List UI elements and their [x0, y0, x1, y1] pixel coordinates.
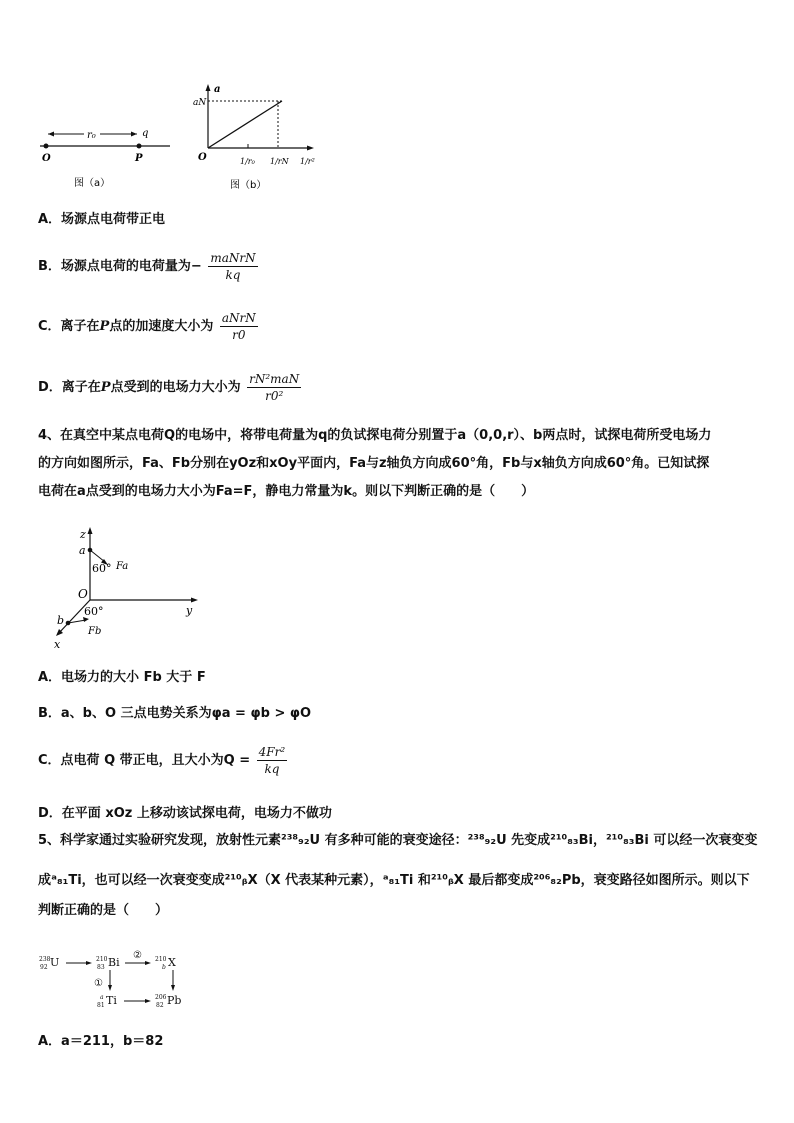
q4-fig-angle-b: 60° [84, 605, 104, 618]
figure-a [34, 118, 174, 193]
q3-option-d-prefix: D．离子在 [38, 380, 101, 395]
q4-fig-z-label: z [80, 528, 86, 541]
q4-stem-line-1: 4、在真空中某点电荷Q的电场中，将带电荷量为q的负试探电荷分别置于a（0,0,r）、b两点时，试探电荷所受电场力 [38, 428, 712, 443]
fig-b-tick-1: 1/r₀ [240, 157, 255, 166]
u-z: 92 [40, 964, 48, 971]
fig-b-y-axis-label: a [214, 84, 221, 95]
q4-fig-angle-a: 60° [92, 562, 112, 575]
q4-figure [50, 522, 210, 652]
figure-b [190, 80, 325, 195]
q4-option-c-text: C．点电荷 Q 带正电，且大小为Q = [38, 753, 251, 768]
q4-fig-x-label: x [54, 638, 61, 651]
q3-option-b [38, 251, 260, 282]
pb-mass: 206 [155, 994, 167, 1001]
ti-z: 81 [97, 1002, 105, 1009]
step-2-label: ② [133, 950, 142, 961]
step-1-label: ① [94, 978, 103, 989]
ti-mass: a [100, 994, 104, 1001]
ti-symbol: Ti [106, 994, 117, 1007]
q5-stem-line-3: 判断正确的是（ ） [38, 903, 169, 918]
q4-stem-line-3: 电荷在a点受到的电场力大小为Fa=F，静电力常量为k。则以下判断正确的是（ ） [38, 484, 535, 499]
q4-option-c [38, 745, 289, 776]
fig-a-charge-label: q [142, 128, 149, 139]
bi-mass: 210 [96, 956, 108, 963]
q5-option-a: A．a＝211，b＝82 [38, 1034, 164, 1049]
q3-option-c [38, 311, 260, 342]
fig-a-caption: 图（a） [74, 178, 111, 189]
bi-symbol: Bi [108, 956, 120, 969]
q4-fig-Fa-label: Fa [116, 561, 129, 572]
q4-option-c-fraction [257, 745, 288, 776]
q3-option-d-fraction [247, 372, 301, 403]
q3-option-c-fraction [220, 311, 258, 342]
q5-stem-line-1: 5、科学家通过实验研究发现，放射性元素²³⁸₉₂U 有多种可能的衰变途径：²³⁸₉₂U 先变成²¹⁰₈₃Bi，²¹⁰₈₃Bi 可以经一次衰变变 [38, 833, 758, 848]
q3-option-b-text: B．场源点电荷的电荷量为− [38, 259, 202, 274]
fig-a-origin-label: O [42, 153, 51, 164]
fig-b-tick-3: 1/r² [300, 157, 315, 166]
q5-stem-line-2: 成ᵃ₈₁Ti，也可以经一次衰变变成²¹⁰ᵦX（X 代表某种元素），ᵃ₈₁Ti 和²¹⁰ᵦX 最后都变成²⁰⁶₈₂Pb，衰变路径如图所示。则以下 [38, 873, 750, 888]
q4-stem-line-2: 的方向如图所示，Fa、Fb分别在yOz和xOy平面内，Fa与z轴负方向成60°角，Fb与x轴负方向成60°角。已知试探 [38, 456, 710, 471]
q3-option-b-fraction [208, 251, 257, 282]
q3-option-d [38, 372, 303, 403]
u-mass: 238 [39, 956, 51, 963]
fig-b-aN-label: aN [193, 98, 207, 108]
q4-fig-Fb-label: Fb [88, 626, 102, 637]
q3-option-b-denominator: kq [225, 268, 241, 282]
x-mass: 210 [155, 956, 167, 963]
q4-option-a: A．电场力的大小 Fb 大于 F [38, 670, 206, 685]
fig-a-distance-label: r₀ [87, 130, 96, 141]
q3-option-c-denominator: r0 [232, 328, 246, 342]
q4-option-b: B．a、b、O 三点电势关系为φa = φb > φO [38, 706, 312, 721]
x-z: b [162, 964, 166, 971]
q3-option-d-suffix: 点受到的电场力大小为 [110, 380, 241, 395]
q4-fig-b-label: b [57, 614, 65, 627]
pb-symbol: Pb [167, 994, 182, 1007]
bi-z: 83 [97, 964, 105, 971]
q3-option-c-suffix: 点的加速度大小为 [109, 319, 214, 334]
q3-option-c-point: P [99, 319, 110, 334]
q3-option-a: A．场源点电荷带正电 [38, 212, 166, 227]
q4-option-c-denominator: kq [264, 762, 280, 776]
q5-decay-diagram [36, 944, 206, 1016]
q3-option-b-numerator: maNrN [210, 251, 256, 265]
q4-stem [38, 422, 760, 506]
q4-option-d: D．在平面 xOz 上移动该试探电荷，电场力不做功 [38, 806, 332, 821]
q3-option-d-numerator: rN²maN [249, 372, 300, 386]
q5-stem [38, 830, 760, 922]
q3-option-d-point: P [100, 380, 111, 395]
q4-fig-O-label: O [78, 587, 88, 601]
q4-fig-a-label: a [79, 544, 86, 557]
q4-fig-y-label: y [186, 604, 193, 617]
fig-b-tick-2: 1/rN [270, 157, 289, 166]
x-symbol: X [168, 956, 176, 969]
fig-b-origin-label: O [198, 152, 207, 163]
q4-option-c-numerator: 4Fr² [258, 745, 286, 759]
q3-option-c-numerator: aNrN [221, 311, 256, 325]
fig-a-point-label: P [135, 153, 143, 164]
fig-b-caption: 图（b） [230, 180, 267, 191]
q3-option-c-prefix: C．离子在 [38, 319, 100, 334]
pb-z: 82 [156, 1002, 164, 1009]
q3-option-d-denominator: r0² [265, 389, 284, 403]
u-symbol: U [50, 956, 60, 969]
